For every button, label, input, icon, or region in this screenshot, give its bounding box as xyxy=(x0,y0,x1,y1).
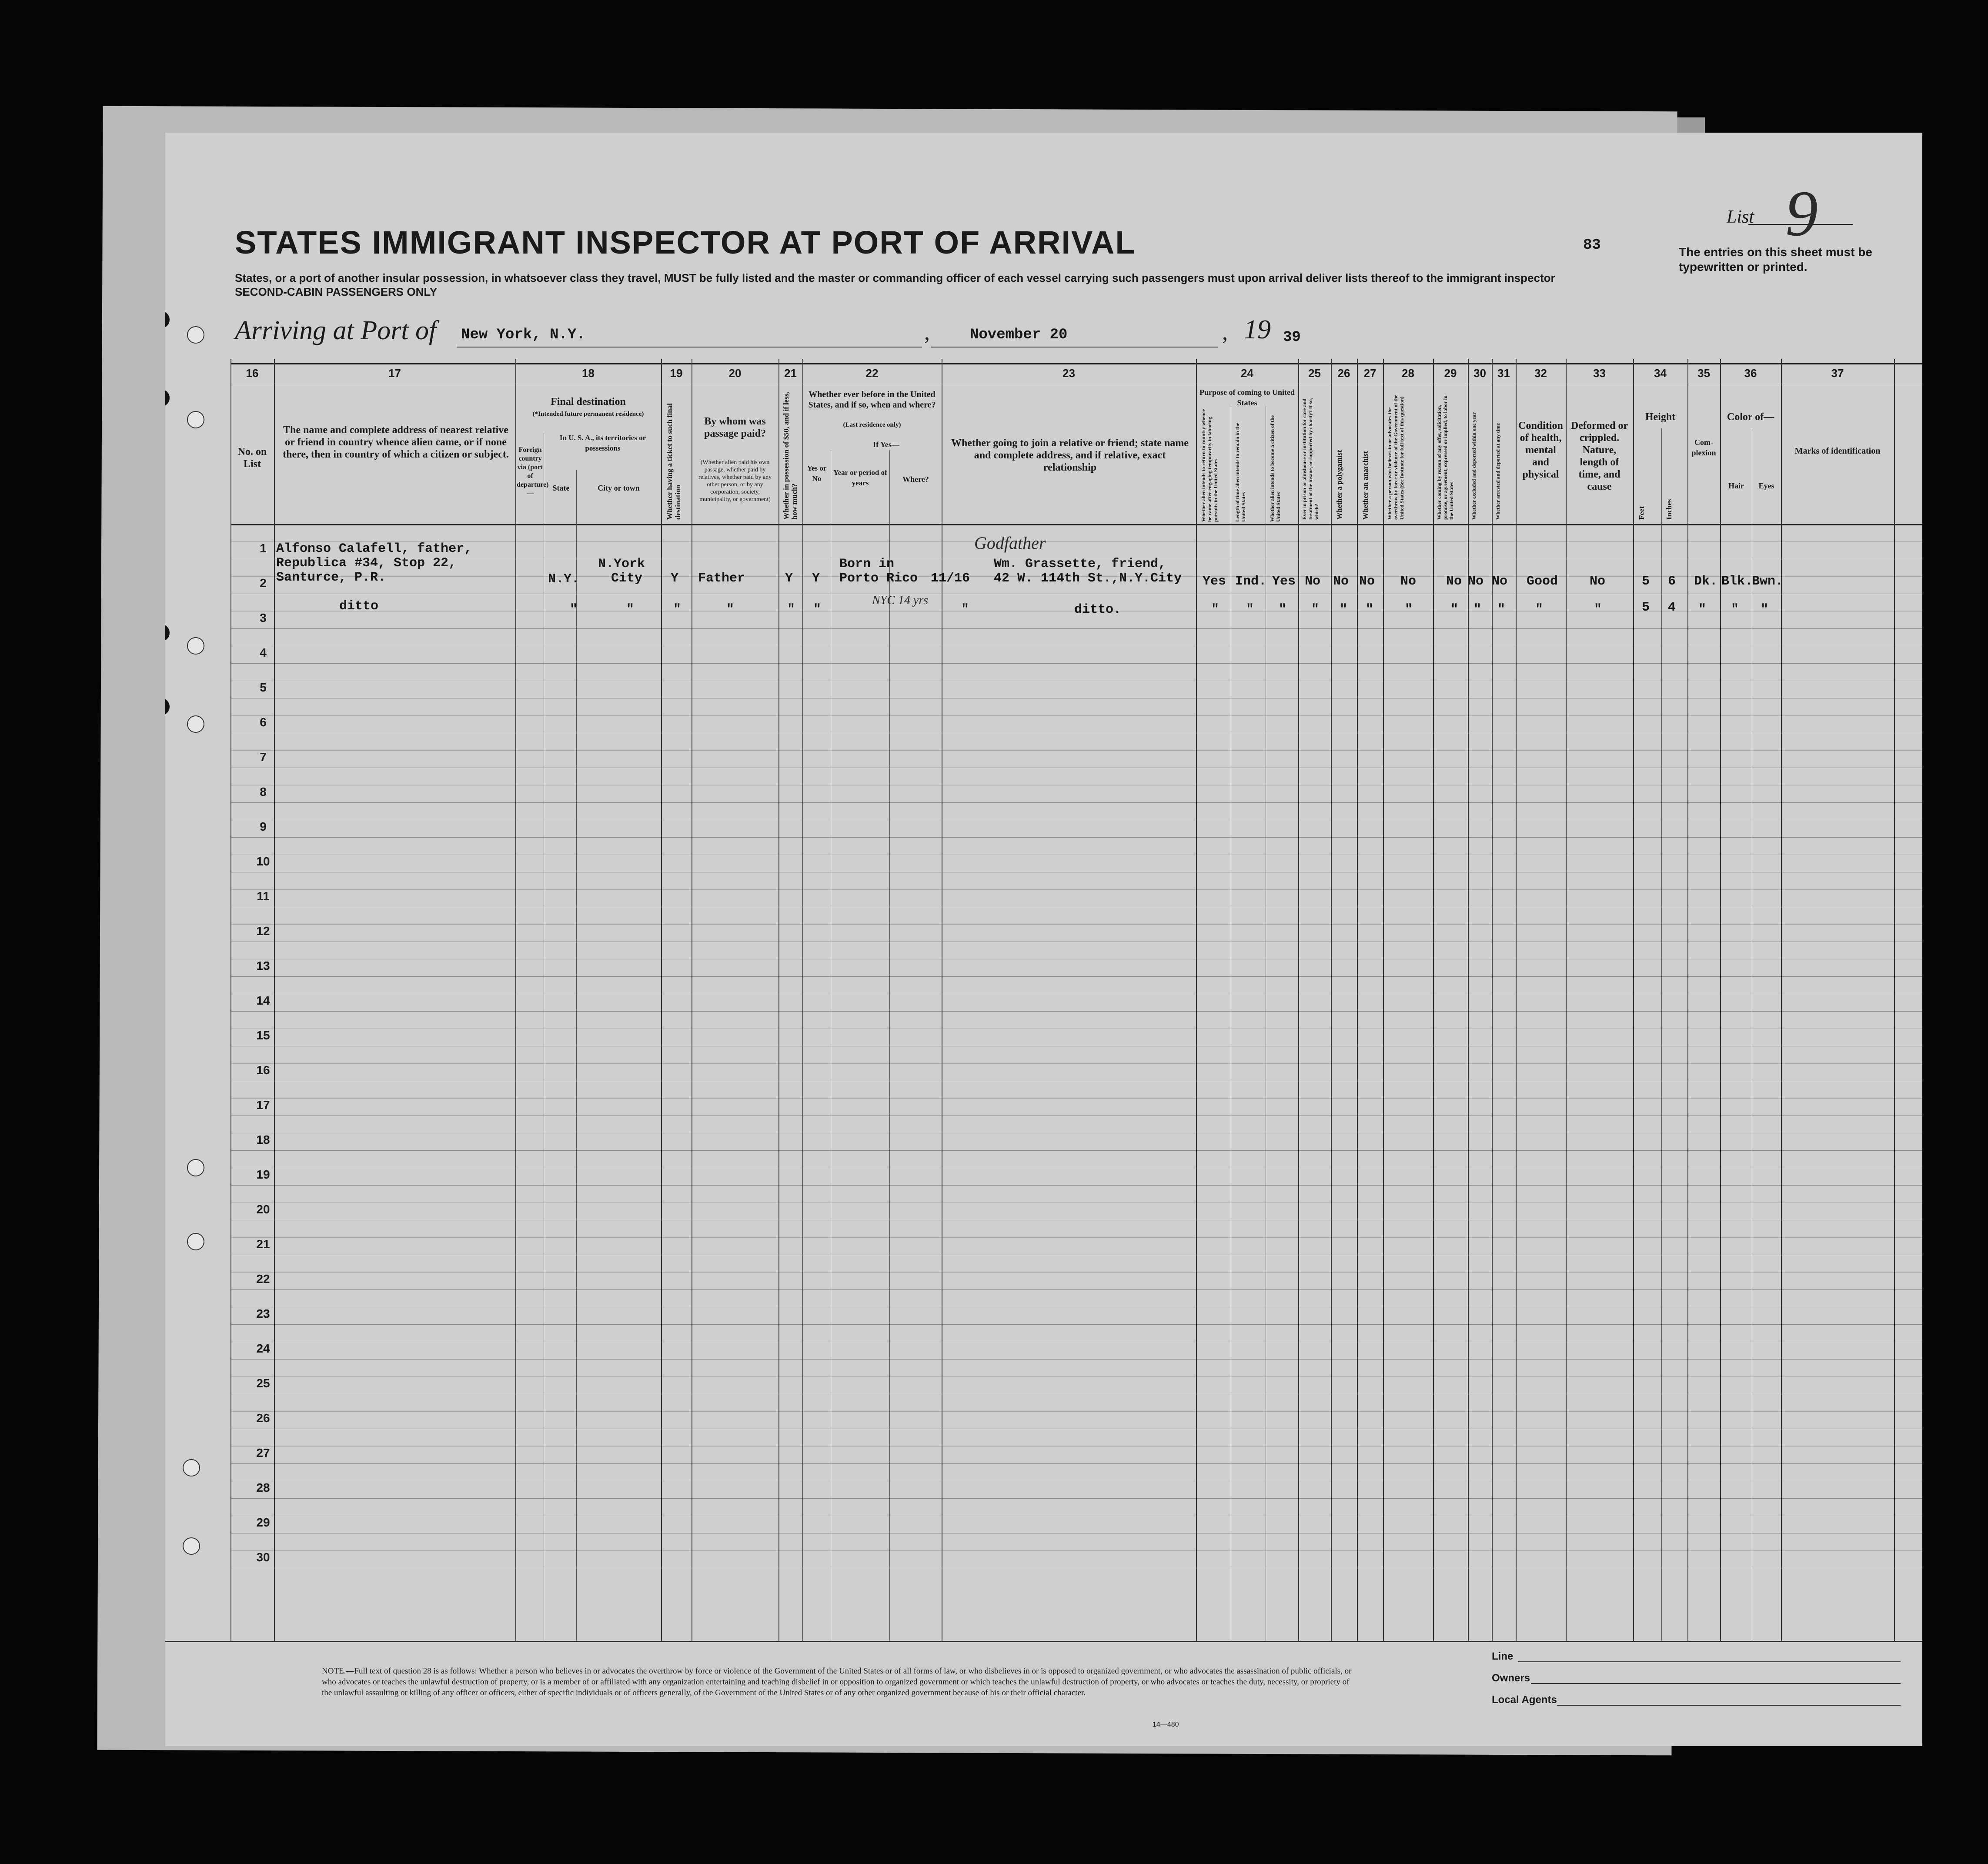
intends-return-value: Yes xyxy=(1203,574,1226,589)
header-anarchist: Whether an anarchist xyxy=(1361,451,1370,520)
column-number: 19 xyxy=(670,367,683,380)
column-number: 35 xyxy=(1697,367,1710,380)
row-number: 21 xyxy=(256,1237,270,1251)
row-subrule xyxy=(231,1272,1922,1273)
row-rule xyxy=(231,1185,1922,1186)
row-number: 24 xyxy=(256,1342,270,1355)
form-code: 14—480 xyxy=(1153,1721,1179,1728)
header-in-usa: In U. S. A., its territories or possessions xyxy=(559,434,646,452)
ditto-mark: " xyxy=(1731,602,1739,617)
row-number: 12 xyxy=(256,924,270,938)
ditto-mark: " xyxy=(1761,602,1769,617)
row-subrule xyxy=(231,889,1922,890)
header-going-to-join: Whether going to join a relative or friend; state name and complete address, and if relative, exact relationship xyxy=(951,438,1189,473)
column-number: 17 xyxy=(388,367,401,380)
header-health: Condition of health, mental and physical xyxy=(1518,420,1563,480)
join-name: Wm. Grassette, friend, xyxy=(994,557,1166,571)
polygamist-value: No xyxy=(1333,574,1349,589)
col-rule xyxy=(576,470,577,1642)
height-inches-value: 4 xyxy=(1668,600,1676,615)
header-foreign-country: Foreign country via (port of departure)— xyxy=(517,446,549,497)
row-rule xyxy=(231,802,1922,803)
row-rule xyxy=(231,1150,1922,1151)
line-signature-line xyxy=(1518,1661,1901,1662)
row-rule xyxy=(231,837,1922,838)
header-fifty-dollars: Whether in possession of $50, and if less, how much? xyxy=(782,392,799,520)
header-final-destination: Final destination xyxy=(551,396,626,408)
header-purpose: Purpose of coming to United States xyxy=(1199,388,1295,407)
ditto-mark: " xyxy=(813,602,822,617)
row-number: 30 xyxy=(256,1550,270,1564)
row-rule xyxy=(231,976,1922,977)
relative-name: Alfonso Calafell, father, xyxy=(276,541,472,556)
column-number: 37 xyxy=(1831,367,1844,380)
header-height: Height xyxy=(1645,411,1676,423)
column-number: 30 xyxy=(1473,367,1486,380)
row-number: 14 xyxy=(256,994,270,1007)
col-rule xyxy=(1331,359,1332,1642)
manifest-page xyxy=(165,133,1922,1746)
row-number: 8 xyxy=(260,785,267,798)
join-annotation: Godfather xyxy=(974,533,1046,553)
row-number: 23 xyxy=(256,1307,270,1320)
ditto-mark: " xyxy=(1311,602,1320,617)
column-number: 33 xyxy=(1593,367,1606,380)
col-rule xyxy=(1781,359,1782,1642)
row-rule xyxy=(231,1289,1922,1290)
row-rule xyxy=(231,1359,1922,1360)
row-number: 9 xyxy=(260,820,267,833)
ditto-mark: " xyxy=(1450,602,1459,617)
header-color-of: Color of— xyxy=(1727,411,1774,423)
complexion-value: Dk. xyxy=(1694,574,1718,589)
row-subrule xyxy=(231,715,1922,716)
header-where: Where? xyxy=(902,475,929,484)
header-excluded: Whether excluded and deported within one year xyxy=(1471,412,1477,520)
owners-signature-line xyxy=(1531,1683,1901,1684)
subtitle-line: States, or a port of another insular possession, in whatsoever class they travel, MUST be fully listed and the master or commanding officer of each vessel carrying such passengers must upon arrival deliver lists thereof to the immigrant inspector xyxy=(235,271,1555,284)
column-number: 36 xyxy=(1744,367,1757,380)
row-subrule xyxy=(231,1098,1922,1099)
col-rule xyxy=(515,359,516,1642)
col-rule xyxy=(1687,359,1688,1642)
line-label: Line xyxy=(1492,1650,1514,1662)
header-become-citizen: Whether alien intends to become a citizen of the United States xyxy=(1269,415,1281,522)
ever-before-value: Y xyxy=(812,571,820,586)
col-rule xyxy=(661,359,662,1642)
column-number: 20 xyxy=(728,367,742,380)
row-subrule xyxy=(231,924,1922,925)
col-rule xyxy=(1720,359,1721,1642)
join-name: ditto. xyxy=(1074,602,1122,617)
row-number: 28 xyxy=(256,1481,270,1494)
col-rule xyxy=(1383,359,1384,1642)
header-eyes: Eyes xyxy=(1758,481,1774,490)
header-overthrow: Whether a person who believes in or advocates the overthrow by force or violence of the Government of the United States (See footnote for full text of this question) xyxy=(1387,394,1405,520)
column-number: 25 xyxy=(1308,367,1321,380)
row-subrule xyxy=(231,1376,1922,1377)
ditto-mark: " xyxy=(1279,602,1287,617)
row-number: 17 xyxy=(256,1098,270,1112)
column-number: 21 xyxy=(784,367,797,380)
destination-state: N.Y. xyxy=(548,572,580,587)
column-number: 16 xyxy=(246,367,259,380)
labor-offer-value: No xyxy=(1446,574,1462,589)
row-number: 22 xyxy=(256,1272,270,1286)
row-subrule xyxy=(231,1237,1922,1238)
page-title: STATES IMMIGRANT INSPECTOR AT PORT OF ARRIVAL xyxy=(235,224,1136,261)
ditto-mark: " xyxy=(1698,602,1707,617)
typewritten-instruction: The entries on this sheet must be typewritten or printed. xyxy=(1679,245,1872,274)
header-labor-offer: Whether coming by reason of any offer, solicitation, promise, or agreement, expressed or implied, to labor in the United States xyxy=(1436,395,1454,520)
row-number: 16 xyxy=(256,1063,270,1077)
passage-paid-by: Father xyxy=(698,571,745,586)
row-rule xyxy=(231,628,1922,629)
header-city: City or town xyxy=(598,484,640,492)
prison-value: No xyxy=(1305,574,1321,589)
ditto-mark: " xyxy=(1473,602,1482,617)
header-intends-return: Whether alien intends to return to country whence he came after engaging temporarily in laboring pursuits in the United States xyxy=(1200,409,1219,522)
row-number: 4 xyxy=(260,646,267,659)
column-number: 22 xyxy=(865,367,879,380)
row-subrule xyxy=(231,1063,1922,1064)
header-marks: Marks of identification xyxy=(1794,446,1881,456)
previous-where-annotation: NYC 14 yrs xyxy=(872,594,929,607)
owners-label: Owners xyxy=(1492,1672,1530,1684)
column-number: 28 xyxy=(1402,367,1414,380)
local-agents-label: Local Agents xyxy=(1492,1694,1557,1706)
ditto-mark: " xyxy=(1366,602,1374,617)
header-nearest-relative: The name and complete address of nearest relative or friend in country whence alien came, or if none there, then in country of which a citizen or subject. xyxy=(283,424,509,460)
separator: , xyxy=(924,320,930,345)
list-label: List xyxy=(1727,207,1754,227)
excluded-value: No xyxy=(1468,574,1484,589)
height-inches-value: 6 xyxy=(1668,574,1676,589)
column-number: 23 xyxy=(1062,367,1075,380)
header-ticket: Whether having a ticket to such final destination xyxy=(665,403,682,520)
col-rule xyxy=(778,359,779,1642)
header-yes-no: Yes or No xyxy=(807,464,827,483)
previous-where: Born in xyxy=(839,557,895,571)
ditto-mark: " xyxy=(1405,602,1413,617)
ditto-mark: " xyxy=(1211,602,1220,617)
header-length-stay: Length of time alien intends to remain in the United States xyxy=(1234,423,1246,522)
ditto-mark: " xyxy=(570,602,578,617)
col-rule xyxy=(1196,359,1197,1642)
col-rule xyxy=(889,450,890,1642)
row-number: 5 xyxy=(260,681,267,694)
header-years: Year or period of years xyxy=(833,468,887,487)
previous-where-line2: Porto Rico xyxy=(839,571,918,586)
header-last-residence: (Last residence only) xyxy=(843,421,901,428)
row-number: 25 xyxy=(256,1376,270,1390)
overthrow-value: No xyxy=(1400,574,1417,589)
col-rule xyxy=(802,359,803,1642)
col-rule xyxy=(1661,428,1662,1642)
subtitle-cabin-class: SECOND-CABIN PASSENGERS ONLY xyxy=(235,285,438,298)
ditto-mark: " xyxy=(626,602,635,617)
header-if-yes: If Yes— xyxy=(873,440,899,449)
table-rule xyxy=(231,524,1922,525)
header-passage-note: (Whether alien paid his own passage, whether paid by relatives, whether paid by any other person, or by any corporation, society, municipality, or government) xyxy=(698,459,772,503)
row-rule xyxy=(231,1498,1922,1499)
ditto-mark: " xyxy=(961,602,969,617)
relative-name: ditto xyxy=(339,599,379,614)
header-final-destination-note: (*Intended future permanent residence) xyxy=(532,411,644,418)
arrival-date: November 20 xyxy=(970,327,1068,343)
money-value: Y xyxy=(785,571,793,586)
page-subtitle xyxy=(235,271,1801,299)
ditto-mark: " xyxy=(1340,602,1348,617)
agents-signature-line xyxy=(1557,1705,1901,1706)
arrival-port: New York, N.Y. xyxy=(461,327,585,343)
column-number: 18 xyxy=(582,367,595,380)
row-number: 29 xyxy=(256,1516,270,1529)
health-value: Good xyxy=(1527,574,1558,589)
row-number: 20 xyxy=(256,1203,270,1216)
page-code: 83 xyxy=(1583,237,1601,254)
column-number: 24 xyxy=(1241,367,1253,380)
destination-city-line2: City xyxy=(611,571,643,586)
row-rule xyxy=(231,1011,1922,1012)
row-number: 1 xyxy=(260,541,267,555)
join-address: 42 W. 114th St.,N.Y.City xyxy=(994,571,1182,586)
eyes-value: Bwn. xyxy=(1752,574,1784,589)
list-number: 9 xyxy=(1785,177,1818,250)
arrival-year: 39 xyxy=(1283,329,1301,346)
row-rule xyxy=(231,663,1922,664)
col-rule xyxy=(1357,359,1358,1642)
header-prison: Ever in prison or almshouse or institution for care and treatment of the insane, or supported by charity? If so, which? xyxy=(1301,398,1320,520)
row-number: 7 xyxy=(260,750,267,764)
footnote-question-28: NOTE.—Full text of question 28 is as follows: Whether a person who believes in or advocates the overthrow by force or violence of the Government of the United States or of all forms of law, or who disbelieves in or is opposed to organized government, or who advocates the assassination of public officials, or who advocates or teaches the unlawful destruction of property, or is a member of or affiliated with any organization entertaining and teaching disbelief in or opposition to organized government or which teaches the unlawful destruction of property, or who advocates or teaches the duty, necessity, or propriety of the unlawful assaulting or killing of any officer or officers, either of specific individuals or of officers generally, of the Government of the United States or of any other organized government because of his or their official character. xyxy=(322,1667,1352,1697)
row-number: 15 xyxy=(256,1029,270,1042)
row-number: 6 xyxy=(260,715,267,729)
header-feet: Feet xyxy=(1637,506,1646,520)
col-rule xyxy=(1894,359,1895,1642)
header-passage-paid: By whom was passage paid? xyxy=(704,416,766,439)
ditto-mark: " xyxy=(673,602,682,617)
col-rule xyxy=(1516,359,1517,1642)
header-deported: Whether arrested and deported at any time xyxy=(1495,423,1501,520)
header-complexion: Com-plexion xyxy=(1691,438,1716,457)
arrival-year-prefix: 19 xyxy=(1244,315,1271,344)
destination-city: N.York xyxy=(598,557,645,571)
row-subrule xyxy=(231,541,1922,542)
binder-hole xyxy=(165,311,170,328)
col-rule xyxy=(1298,359,1299,1642)
length-stay-value: Ind. xyxy=(1235,574,1267,589)
ditto-mark: " xyxy=(1594,602,1602,617)
header-no-on-list: No. on List xyxy=(237,446,267,470)
ditto-mark: " xyxy=(1535,602,1544,617)
row-number: 10 xyxy=(256,855,270,868)
row-number: 27 xyxy=(256,1446,270,1460)
row-number: 18 xyxy=(256,1133,270,1146)
column-number: 34 xyxy=(1654,367,1667,380)
row-number: 2 xyxy=(260,576,267,590)
height-feet-value: 5 xyxy=(1642,574,1650,589)
ditto-mark: " xyxy=(1497,602,1506,617)
column-number: 32 xyxy=(1534,367,1547,380)
row-subrule xyxy=(231,1411,1922,1412)
deported-value: No xyxy=(1492,574,1508,589)
row-number: 26 xyxy=(256,1411,270,1425)
ticket-value: Y xyxy=(671,571,679,586)
col-rule xyxy=(1492,359,1493,1642)
header-hair: Hair xyxy=(1728,481,1744,490)
row-rule xyxy=(231,1324,1922,1325)
header-deformed: Deformed or crippled. Nature, length of time, and cause xyxy=(1570,420,1628,492)
header-polygamist: Whether a polygamist xyxy=(1335,450,1343,520)
anarchist-value: No xyxy=(1359,574,1375,589)
column-number: 29 xyxy=(1444,367,1457,380)
citizen-value: Yes xyxy=(1272,574,1296,589)
ditto-mark: " xyxy=(787,602,795,617)
manifest-table xyxy=(165,359,1922,1642)
height-feet-value: 5 xyxy=(1642,600,1650,615)
col-rule xyxy=(1566,359,1567,1642)
row-number: 13 xyxy=(256,959,270,972)
ditto-mark: " xyxy=(726,602,735,617)
row-subrule xyxy=(231,1550,1922,1551)
last-departure-date: 11/16 xyxy=(931,571,970,586)
hair-value: Blk. xyxy=(1721,574,1753,589)
deformed-value: No xyxy=(1590,574,1606,589)
relative-city: Santurce, P.R. xyxy=(276,570,386,585)
binder-hole xyxy=(187,326,204,344)
header-ever-before: Whether ever before in the United States, and if so, when and where? xyxy=(808,390,936,410)
row-number: 11 xyxy=(257,889,270,903)
column-number: 31 xyxy=(1497,367,1510,380)
column-number: 27 xyxy=(1363,367,1377,380)
col-rule xyxy=(1633,359,1634,1642)
separator: , xyxy=(1222,320,1228,345)
table-rule xyxy=(231,363,1922,364)
header-state: State xyxy=(552,484,570,492)
column-number: 26 xyxy=(1337,367,1350,380)
footer-rule xyxy=(165,1641,1922,1642)
header-inches: Inches xyxy=(1665,499,1673,520)
relative-address: Republica #34, Stop 22, xyxy=(276,556,457,571)
col-rule xyxy=(1468,359,1469,1642)
arrival-label: Arriving at Port of xyxy=(235,316,437,345)
row-rule xyxy=(231,1463,1922,1464)
row-number: 19 xyxy=(256,1168,270,1181)
ditto-mark: " xyxy=(1246,602,1254,617)
col-rule xyxy=(1433,359,1434,1642)
row-subrule xyxy=(231,750,1922,751)
row-number: 3 xyxy=(260,611,267,625)
